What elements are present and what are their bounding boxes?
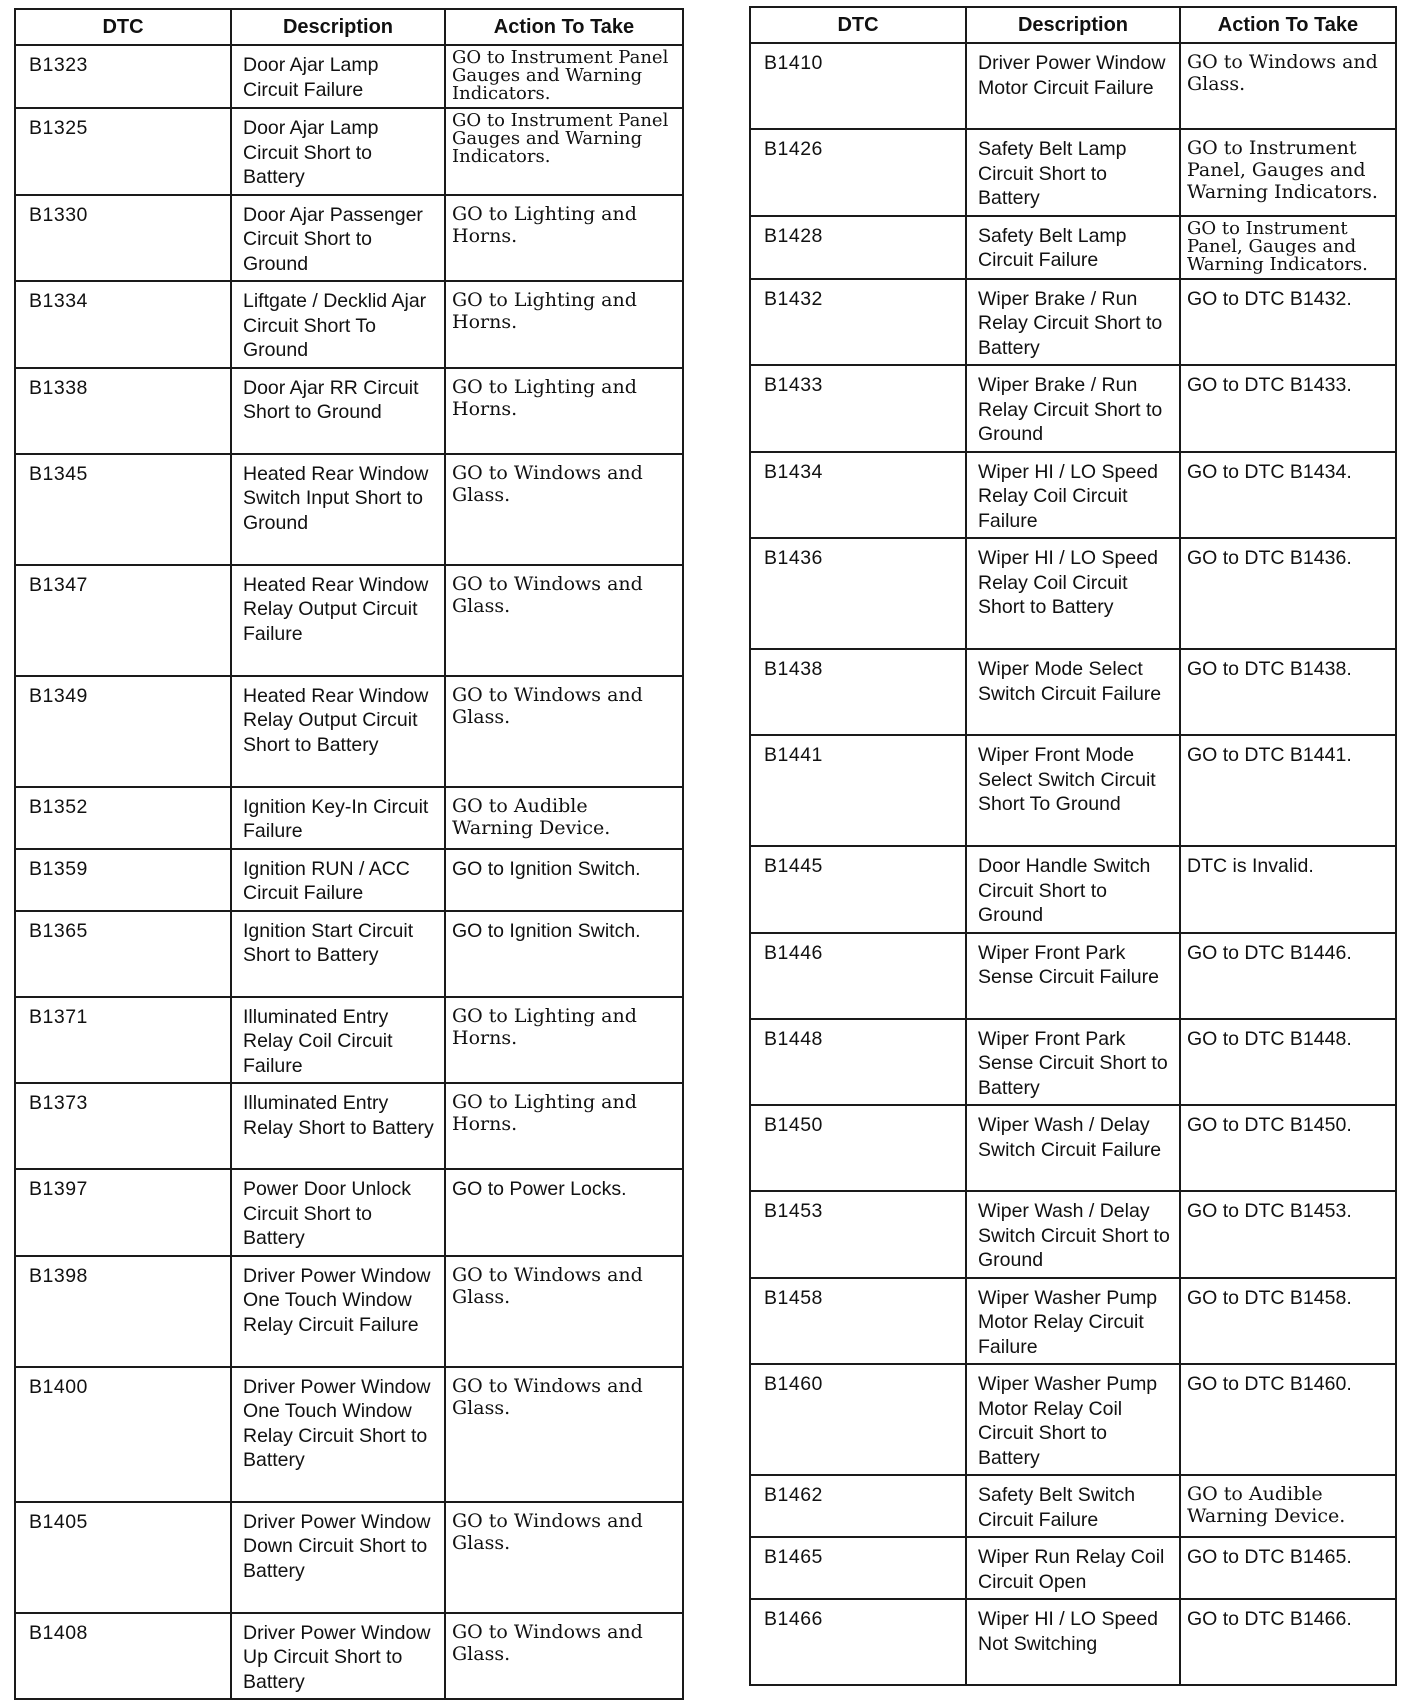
dtc-code: B1365 xyxy=(15,911,231,997)
dtc-action: GO to Windows and Glass. xyxy=(445,1367,683,1502)
dtc-description: Safety Belt Lamp Circuit Failure xyxy=(966,216,1180,279)
dtc-action: GO to DTC B1434. xyxy=(1180,452,1396,539)
dtc-action: GO to DTC B1432. xyxy=(1180,279,1396,366)
dtc-code: B1347 xyxy=(15,565,231,676)
dtc-action: GO to DTC B1448. xyxy=(1180,1019,1396,1106)
table-row xyxy=(750,1599,1396,1685)
dtc-code: B1441 xyxy=(750,735,966,846)
table-row xyxy=(15,997,683,1084)
dtc-action: GO to Audible Warning Device. xyxy=(445,787,683,849)
table-row xyxy=(750,1278,1396,1365)
dtc-action: GO to DTC B1433. xyxy=(1180,365,1396,452)
table-row xyxy=(750,538,1396,649)
header-row xyxy=(15,9,683,45)
dtc-action: GO to Instrument Panel, Gauges and Warning Indicators. xyxy=(1180,216,1396,279)
header-action: Action To Take xyxy=(445,9,683,45)
dtc-action: GO to Windows and Glass. xyxy=(445,565,683,676)
header-dtc: DTC xyxy=(15,9,231,45)
dtc-description: Wiper Washer Pump Motor Relay Circuit Failure xyxy=(966,1278,1180,1365)
dtc-description: Wiper HI / LO Speed Not Switching xyxy=(966,1599,1180,1685)
table-row xyxy=(15,676,683,787)
dtc-action: GO to Ignition Switch. xyxy=(445,911,683,997)
table-row xyxy=(750,129,1396,216)
dtc-code: B1408 xyxy=(15,1613,231,1700)
dtc-action: GO to Windows and Glass. xyxy=(445,1502,683,1613)
table-row xyxy=(750,1475,1396,1537)
dtc-table-right-body xyxy=(750,43,1396,1685)
table-row xyxy=(750,933,1396,1019)
table-row xyxy=(750,1191,1396,1278)
dtc-code: B1397 xyxy=(15,1169,231,1256)
dtc-action: GO to Windows and Glass. xyxy=(1180,43,1396,129)
dtc-code: B1338 xyxy=(15,368,231,454)
dtc-code: B1405 xyxy=(15,1502,231,1613)
dtc-action: GO to DTC B1466. xyxy=(1180,1599,1396,1685)
table-row xyxy=(750,279,1396,366)
dtc-action: GO to DTC B1458. xyxy=(1180,1278,1396,1365)
dtc-code: B1345 xyxy=(15,454,231,565)
dtc-description: Wiper HI / LO Speed Relay Coil Circuit Failure xyxy=(966,452,1180,539)
table-row xyxy=(15,195,683,282)
dtc-description: Safety Belt Switch Circuit Failure xyxy=(966,1475,1180,1537)
dtc-description: Heated Rear Window Switch Input Short to Ground xyxy=(231,454,445,565)
dtc-code: B1400 xyxy=(15,1367,231,1502)
table-row xyxy=(750,735,1396,846)
dtc-code: B1325 xyxy=(15,108,231,195)
header-action: Action To Take xyxy=(1180,7,1396,43)
dtc-code: B1450 xyxy=(750,1105,966,1191)
dtc-action: GO to Power Locks. xyxy=(445,1169,683,1256)
table-row xyxy=(15,911,683,997)
table-row xyxy=(750,216,1396,279)
dtc-code: B1433 xyxy=(750,365,966,452)
dtc-code: B1436 xyxy=(750,538,966,649)
dtc-description: Liftgate / Decklid Ajar Circuit Short To Ground xyxy=(231,281,445,368)
table-row xyxy=(750,43,1396,129)
dtc-table-right xyxy=(749,6,1397,1686)
table-row xyxy=(15,281,683,368)
dtc-description: Wiper Wash / Delay Switch Circuit Short to Ground xyxy=(966,1191,1180,1278)
dtc-code: B1371 xyxy=(15,997,231,1084)
dtc-action: GO to DTC B1465. xyxy=(1180,1537,1396,1599)
table-row xyxy=(15,45,683,108)
dtc-description: Safety Belt Lamp Circuit Short to Battery xyxy=(966,129,1180,216)
dtc-action: GO to Instrument Panel Gauges and Warning Indicators. xyxy=(445,45,683,108)
dtc-description: Driver Power Window One Touch Window Relay Circuit Failure xyxy=(231,1256,445,1367)
dtc-action: GO to Lighting and Horns. xyxy=(445,1083,683,1169)
dtc-description: Wiper Front Mode Select Switch Circuit Short To Ground xyxy=(966,735,1180,846)
dtc-code: B1460 xyxy=(750,1364,966,1475)
dtc-action: GO to Lighting and Horns. xyxy=(445,281,683,368)
dtc-description: Door Ajar RR Circuit Short to Ground xyxy=(231,368,445,454)
dtc-code: B1466 xyxy=(750,1599,966,1685)
table-row xyxy=(15,454,683,565)
dtc-action: GO to Windows and Glass. xyxy=(445,454,683,565)
dtc-code: B1398 xyxy=(15,1256,231,1367)
table-row xyxy=(15,1367,683,1502)
dtc-action: GO to Lighting and Horns. xyxy=(445,368,683,454)
dtc-code: B1458 xyxy=(750,1278,966,1365)
dtc-description: Heated Rear Window Relay Output Circuit Failure xyxy=(231,565,445,676)
table-row xyxy=(15,1256,683,1367)
dtc-description: Ignition Start Circuit Short to Battery xyxy=(231,911,445,997)
dtc-description: Ignition RUN / ACC Circuit Failure xyxy=(231,849,445,911)
table-row xyxy=(750,1364,1396,1475)
table-row xyxy=(15,1613,683,1700)
table-row xyxy=(15,849,683,911)
dtc-action: GO to DTC B1460. xyxy=(1180,1364,1396,1475)
dtc-action: GO to DTC B1441. xyxy=(1180,735,1396,846)
dtc-description: Ignition Key-In Circuit Failure xyxy=(231,787,445,849)
dtc-code: B1432 xyxy=(750,279,966,366)
dtc-description: Driver Power Window Down Circuit Short to Battery xyxy=(231,1502,445,1613)
table-row xyxy=(15,787,683,849)
dtc-description: Wiper Wash / Delay Switch Circuit Failure xyxy=(966,1105,1180,1191)
dtc-code: B1446 xyxy=(750,933,966,1019)
header-description: Description xyxy=(966,7,1180,43)
table-row xyxy=(750,649,1396,735)
dtc-description: Door Ajar Lamp Circuit Short to Battery xyxy=(231,108,445,195)
dtc-action: GO to Lighting and Horns. xyxy=(445,997,683,1084)
dtc-description: Wiper Run Relay Coil Circuit Open xyxy=(966,1537,1180,1599)
dtc-action: GO to Audible Warning Device. xyxy=(1180,1475,1396,1537)
dtc-code: B1426 xyxy=(750,129,966,216)
dtc-action: GO to Windows and Glass. xyxy=(445,1256,683,1367)
table-row xyxy=(15,368,683,454)
dtc-code: B1349 xyxy=(15,676,231,787)
dtc-action: GO to DTC B1438. xyxy=(1180,649,1396,735)
dtc-action: GO to Ignition Switch. xyxy=(445,849,683,911)
table-row xyxy=(750,1019,1396,1106)
dtc-action: GO to Windows and Glass. xyxy=(445,676,683,787)
header-description: Description xyxy=(231,9,445,45)
dtc-action: GO to Windows and Glass. xyxy=(445,1613,683,1700)
dtc-code: B1465 xyxy=(750,1537,966,1599)
dtc-description: Driver Power Window Motor Circuit Failure xyxy=(966,43,1180,129)
dtc-action: GO to Instrument Panel, Gauges and Warning Indicators. xyxy=(1180,129,1396,216)
dtc-description: Power Door Unlock Circuit Short to Battery xyxy=(231,1169,445,1256)
table-row xyxy=(15,1502,683,1613)
table-row xyxy=(750,846,1396,933)
dtc-description: Wiper Front Park Sense Circuit Short to Battery xyxy=(966,1019,1180,1106)
dtc-code: B1323 xyxy=(15,45,231,108)
dtc-code: B1448 xyxy=(750,1019,966,1106)
dtc-code: B1453 xyxy=(750,1191,966,1278)
dtc-description: Driver Power Window One Touch Window Relay Circuit Short to Battery xyxy=(231,1367,445,1502)
dtc-code: B1462 xyxy=(750,1475,966,1537)
dtc-description: Wiper Brake / Run Relay Circuit Short to Ground xyxy=(966,365,1180,452)
dtc-description: Wiper HI / LO Speed Relay Coil Circuit Short to Battery xyxy=(966,538,1180,649)
dtc-description: Wiper Washer Pump Motor Relay Coil Circuit Short to Battery xyxy=(966,1364,1180,1475)
dtc-action: GO to Lighting and Horns. xyxy=(445,195,683,282)
dtc-action: GO to DTC B1446. xyxy=(1180,933,1396,1019)
table-row xyxy=(750,1537,1396,1599)
dtc-action: GO to DTC B1450. xyxy=(1180,1105,1396,1191)
dtc-code: B1438 xyxy=(750,649,966,735)
dtc-code: B1352 xyxy=(15,787,231,849)
header-row xyxy=(750,7,1396,43)
dtc-action: DTC is Invalid. xyxy=(1180,846,1396,933)
table-row xyxy=(15,1169,683,1256)
dtc-action: GO to Instrument Panel Gauges and Warning Indicators. xyxy=(445,108,683,195)
dtc-code: B1428 xyxy=(750,216,966,279)
dtc-action: GO to DTC B1453. xyxy=(1180,1191,1396,1278)
dtc-description: Illuminated Entry Relay Coil Circuit Failure xyxy=(231,997,445,1084)
table-row xyxy=(15,565,683,676)
table-row xyxy=(15,1083,683,1169)
dtc-code: B1359 xyxy=(15,849,231,911)
dtc-description: Heated Rear Window Relay Output Circuit Short to Battery xyxy=(231,676,445,787)
dtc-description: Door Handle Switch Circuit Short to Ground xyxy=(966,846,1180,933)
dtc-code: B1373 xyxy=(15,1083,231,1169)
dtc-description: Wiper Mode Select Switch Circuit Failure xyxy=(966,649,1180,735)
table-row xyxy=(750,1105,1396,1191)
dtc-description: Door Ajar Lamp Circuit Failure xyxy=(231,45,445,108)
dtc-action: GO to DTC B1436. xyxy=(1180,538,1396,649)
table-row xyxy=(750,365,1396,452)
dtc-table-left-body xyxy=(15,45,683,1699)
dtc-code: B1434 xyxy=(750,452,966,539)
table-row xyxy=(750,452,1396,539)
dtc-code: B1330 xyxy=(15,195,231,282)
dtc-description: Wiper Front Park Sense Circuit Failure xyxy=(966,933,1180,1019)
dtc-description: Driver Power Window Up Circuit Short to Battery xyxy=(231,1613,445,1700)
dtc-table-left xyxy=(14,8,684,1700)
dtc-code: B1445 xyxy=(750,846,966,933)
dtc-description: Illuminated Entry Relay Short to Battery xyxy=(231,1083,445,1169)
dtc-code: B1334 xyxy=(15,281,231,368)
table-row xyxy=(15,108,683,195)
dtc-description: Door Ajar Passenger Circuit Short to Ground xyxy=(231,195,445,282)
dtc-description: Wiper Brake / Run Relay Circuit Short to Battery xyxy=(966,279,1180,366)
header-dtc: DTC xyxy=(750,7,966,43)
dtc-code: B1410 xyxy=(750,43,966,129)
